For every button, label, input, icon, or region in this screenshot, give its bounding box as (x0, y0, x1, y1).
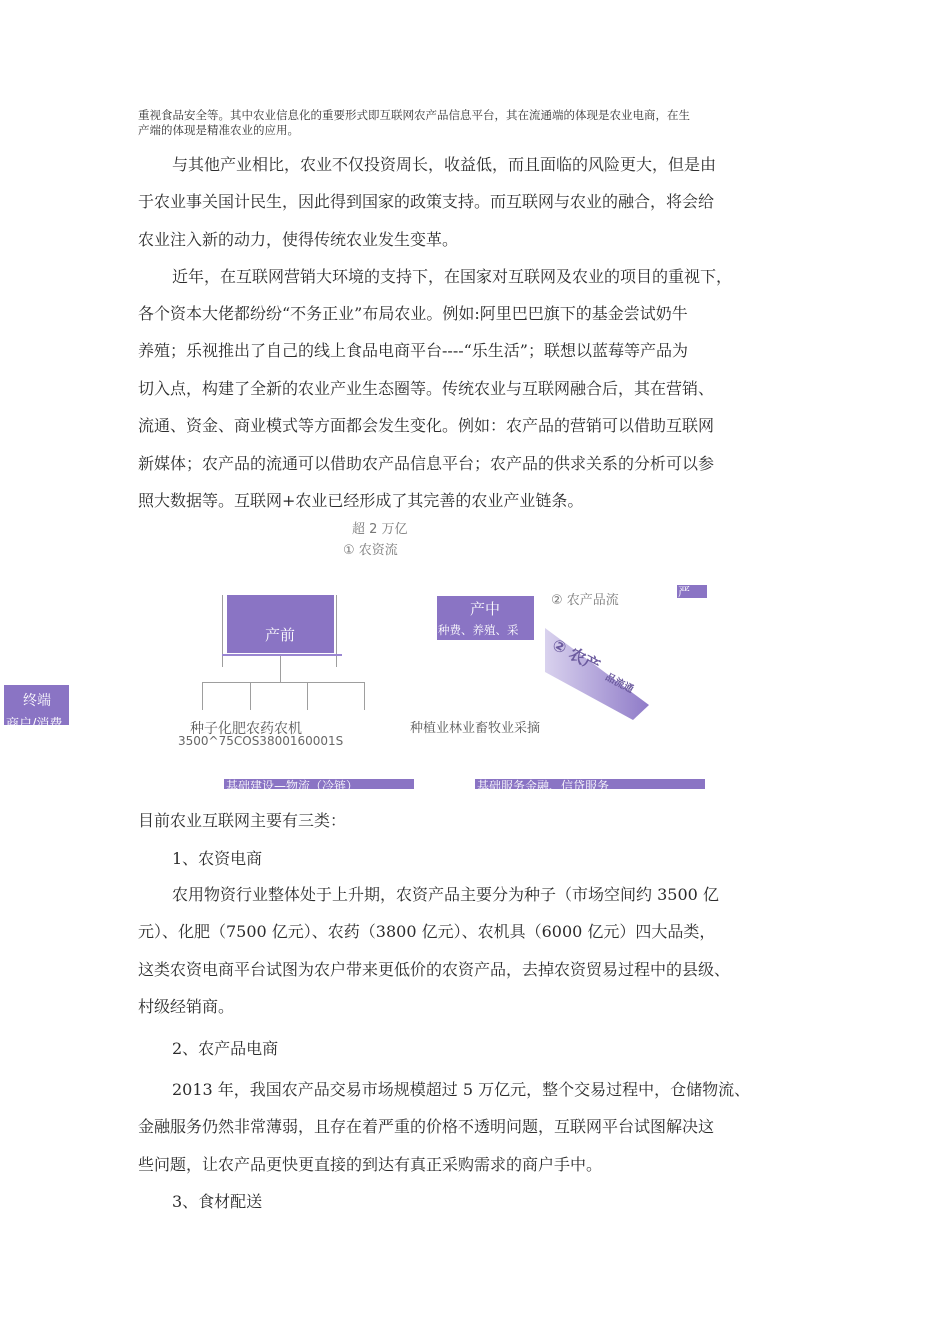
flow1-clip (335, 537, 425, 558)
para2-line: 养殖；乐视推出了自己的线上食品电商平台----“乐生活”；联想以蓝莓等产品为 (138, 341, 688, 360)
intro-line: 产端的体现是精准农业的应用。 (138, 123, 299, 137)
terminal-title: 终端 (23, 693, 51, 709)
yan-label: 严 (678, 585, 691, 599)
mid-production-label: 产中 (470, 600, 501, 618)
intro-line: 重视食品安全等。其中农业信息化的重要形式即互联网农产品信息平台，其在流通端的体现是农业电商，在生 (138, 108, 690, 122)
para2-line: 各个资本大佬都纷纷“不务正业”布局农业。例如:阿里巴巴旗下的基金尝试奶牛 (138, 304, 688, 323)
para2-line: 切入点，构建了全新的农业产业生态圈等。传统农业与互联网融合后，其在营销、 (138, 379, 715, 398)
flow2-label: ② 农产品流 (551, 593, 619, 608)
para1-line: 与其他产业相比，农业不仅投资周长，收益低，而且面临的风险更大，但是由 (172, 155, 717, 174)
tree-stem (280, 656, 281, 682)
terminal-sub: 商户/消费 (6, 717, 63, 732)
heading-1: 1、农资电商 (172, 849, 263, 868)
tree-leg (202, 682, 203, 710)
pre-frame-left (222, 595, 223, 667)
tree-branch (202, 682, 364, 683)
mid-production-box (437, 596, 534, 640)
industry-chain-diagram (0, 515, 950, 795)
yan-box (677, 585, 707, 598)
seeds-label: 种子化肥农药农机 (190, 721, 302, 737)
pre-production-label: 产前 (265, 626, 296, 644)
tree-leg (364, 682, 365, 710)
para2-line: 照大数据等。互联网+农业已经形成了其完善的农业产业链条。 (138, 491, 584, 510)
arrow-text: ② 农产 (549, 634, 604, 676)
bottom-bar-logistics (224, 779, 414, 793)
para3-line: 这类农资电商平台试图为农户带来更低价的农资产品，去掉农资贸易过程中的县级、 (138, 960, 731, 979)
arrow-text-2: 品流通 (603, 671, 636, 696)
pre-underline (222, 654, 342, 656)
heading-3: 3、食材配送 (172, 1192, 263, 1211)
para3-line: 村级经销商。 (138, 997, 235, 1016)
tree-leg (250, 682, 251, 710)
top-label: 超 2 万亿 (352, 522, 408, 537)
para1-line: 农业注入新的动力，使得传统农业发生变革。 (138, 230, 459, 249)
farming-label: 种植业林业畜牧业采摘 (410, 721, 541, 736)
bottom-label-2: 基础服务金融、信贷服务 (477, 779, 610, 793)
numbers-label: 3500^75COS3800160001S (178, 734, 344, 748)
para3-line: 些问题，让农产品更快更直接的到达有真正采购需求的商户手中。 (138, 1155, 603, 1174)
para3-line: 农用物资行业整体处于上升期，农资产品主要分为种子（市场空间约 3500 亿 (172, 885, 719, 904)
flow2-clip (545, 587, 635, 608)
flow-arrow (545, 610, 655, 720)
section-intro: 目前农业互联网主要有三类： (138, 811, 347, 830)
flow1-label: ① 农资流 (343, 543, 398, 558)
pre-frame-right (336, 595, 337, 667)
para2-line: 近年，在互联网营销大环境的支持下，在国家对互联网及农业的项目的重视下， (172, 267, 733, 286)
mid-production-sub: 种费、养殖、采 (438, 623, 519, 637)
para3-line: 金融服务仍然非常薄弱，且存在着严重的价格不透明问题，互联网平台试图解决这 (138, 1117, 715, 1136)
terminal-box (4, 685, 69, 732)
tree-leg (307, 682, 308, 710)
para2-line: 流通、资金、商业模式等方面都会发生变化。例如：农产品的营销可以借助互联网 (138, 416, 715, 435)
intro-paragraph (138, 108, 778, 138)
para3-line: 元）、化肥（7500 亿元）、农药（3800 亿元）、农机具（6000 亿元）四大品类， (138, 922, 716, 941)
bottom-label-1: 基础建设—物流（冷链） (226, 779, 359, 793)
bottom-bar-finance (475, 779, 705, 793)
para1-line: 于农业事关国计民生，因此得到国家的政策支持。而互联网与农业的融合，将会给 (138, 192, 715, 211)
pre-production-box (227, 595, 334, 653)
para3-line: 2013 年，我国农产品交易市场规模超过 5 万亿元，整个交易过程中，仓储物流、 (172, 1080, 751, 1099)
para2-line: 新媒体；农产品的流通可以借助农产品信息平台；农产品的供求关系的分析可以参 (138, 454, 715, 473)
farming-clip (408, 715, 568, 736)
heading-2: 2、农产品电商 (172, 1039, 279, 1058)
